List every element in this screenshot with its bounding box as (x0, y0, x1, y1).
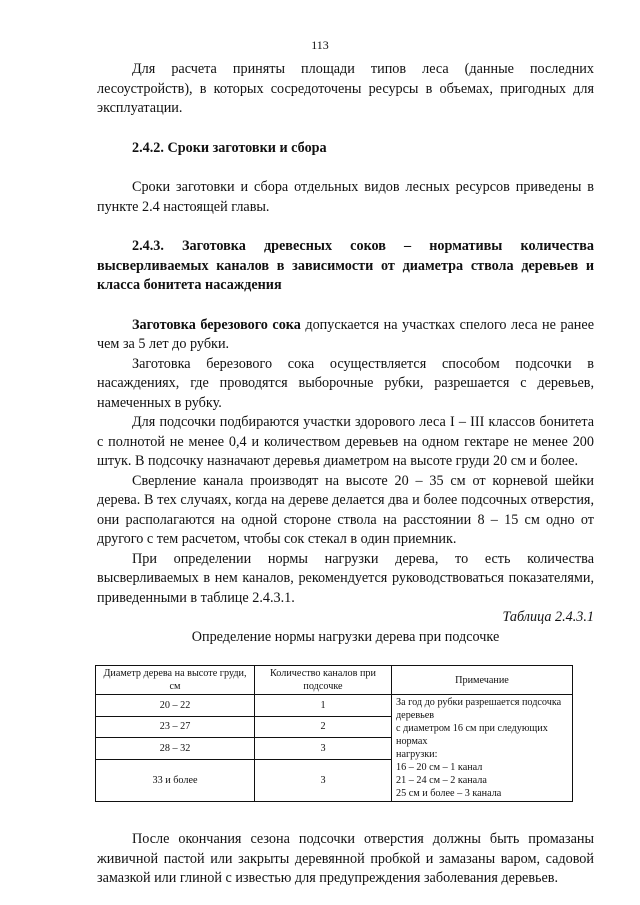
load-norm-paragraph: При определении нормы нагрузки дерева, то есть количества высверливаемых в нем каналов, рекомендуется руководствоваться показателями, приведенными в таблице 2.4.3.1. (97, 550, 594, 606)
cell-note (392, 695, 573, 802)
cell-diameter: 28 – 32 (96, 738, 255, 760)
section-2-4-2-text: Сроки заготовки и сбора отдельных видов лесных ресурсов приведены в пункте 2.4 настоящей главы. (97, 179, 594, 215)
table-label: Таблица 2.4.3.1 (502, 609, 594, 625)
cell-diameter: 33 и более (96, 760, 255, 802)
document-body (97, 60, 594, 889)
intro-paragraph: Для расчета приняты площади типов леса (данные последних лесоустройств), в которых сосредоточены ресурсы в объемах, пригодных для эксплуатации. (97, 61, 594, 116)
closing-paragraph: После окончания сезона подсочки отверстия должны быть промазаны живичной пастой или закрыты деревянной пробкой и замазаны варом, садовой замазкой или глиной с известью для предупреждения заболевания деревьев. (97, 831, 594, 886)
site-selection-paragraph: Для подсочки подбираются участки здорового леса I – III классов бонитета с полнотой не менее 0,4 и количеством деревьев на одном гектаре не менее 200 штук. В подсочку назначают деревья диаметром на высоте груди 20 см и более. (97, 414, 594, 469)
note-line: нагрузки: (396, 749, 438, 760)
header-diameter: Диаметр дерева на высоте груди, см (96, 666, 255, 695)
drilling-paragraph: Сверление канала производят на высоте 20 – 35 см от корневой шейки дерева. В тех случаях, когда на дереве делается два и более подсочных отверстия, они располагаются на одной стороне ствола на расстоянии 8 – 15 см одно от другого с тем расчетом, чтобы сок стекал в один приемник. (97, 472, 594, 547)
note-line: с диаметром 16 см при следующих нормах (396, 723, 548, 747)
table-row (96, 695, 573, 717)
cell-channels: 3 (255, 760, 392, 802)
page-number: 113 (311, 38, 329, 52)
note-line: 16 – 20 см – 1 канал (396, 762, 483, 773)
birch-sap-text: допускается на участках спелого леса не ранее чем за 5 лет до рубки. (97, 316, 594, 352)
birch-sap-paragraph (97, 316, 594, 355)
cell-channels: 1 (255, 695, 392, 717)
section-heading-2-4-2: 2.4.2. Сроки заготовки и сбора (132, 139, 327, 156)
header-channels: Количество каналов при подсочке (255, 666, 392, 695)
cell-channels: 2 (255, 716, 392, 738)
header-note: Примечание (392, 666, 573, 695)
section-heading-2-4-3: 2.4.3. Заготовка древесных соков – нормативы количества высверливаемых каналов в зависимости от диаметра ствола деревьев и класса бонитета насаждения (97, 238, 594, 293)
table-header-row (96, 666, 573, 695)
birch-sap-term: Заготовка березового сока (132, 316, 301, 333)
note-line: 25 см и более – 3 канала (396, 788, 502, 799)
tapping-load-table (95, 665, 573, 802)
note-line: За год до рубки разрешается подсочка деревьев (396, 697, 562, 721)
table-title: Определение нормы нагрузки дерева при подсочке (191, 628, 500, 645)
tapping-method-paragraph: Заготовка березового сока осуществляется способом подсочки в насаждениях, где проводятся выборочные рубки, разрешается с деревьев, намеченных в рубку. (97, 355, 594, 411)
cell-diameter: 20 – 22 (96, 695, 255, 717)
cell-channels: 3 (255, 738, 392, 760)
note-line: 21 – 24 см – 2 канала (396, 775, 487, 786)
cell-diameter: 23 – 27 (96, 716, 255, 738)
